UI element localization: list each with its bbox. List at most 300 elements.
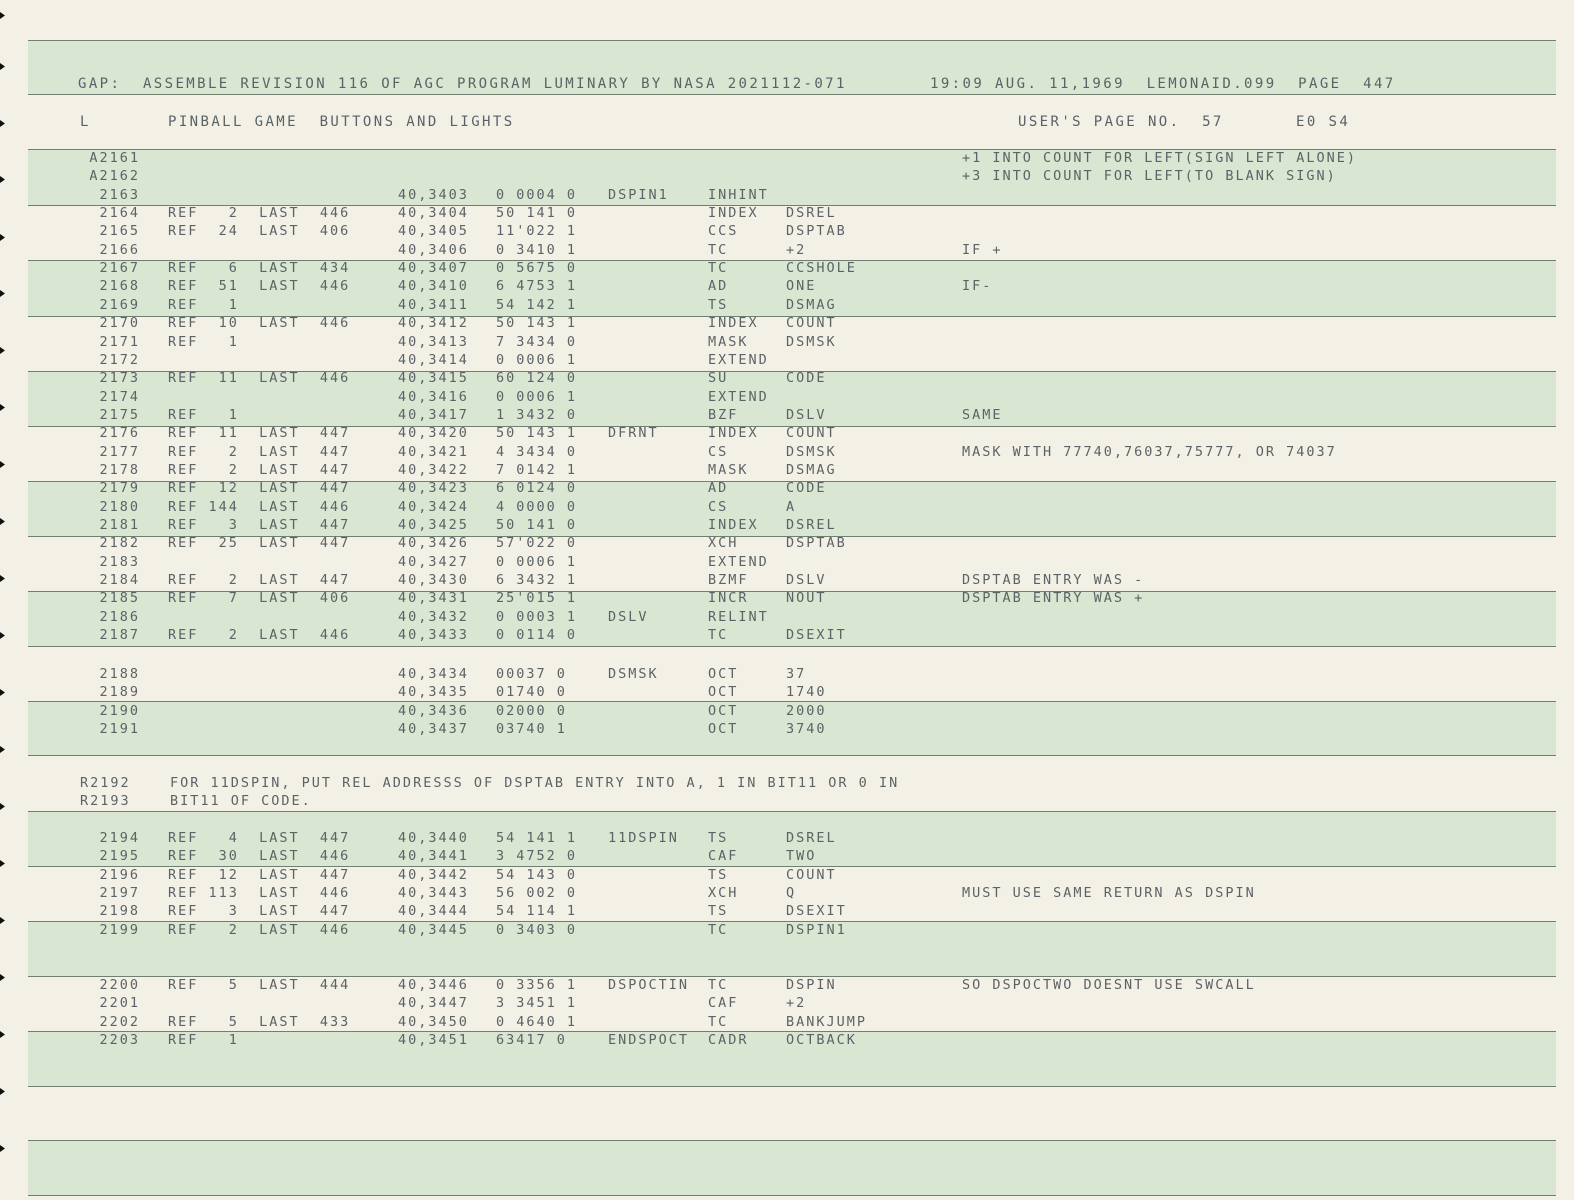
address: 40,3445 (398, 922, 469, 938)
line-number: 2196 (99, 867, 140, 883)
object-code: 7 3434 0 (496, 334, 578, 350)
address: 40,3404 (398, 205, 469, 221)
ref-info: REF 2 LAST 446 (168, 627, 351, 643)
assembly-header: GAP: ASSEMBLE REVISION 116 OF AGC PROGRAM LUMINARY BY NASA 2021112-071 (78, 76, 847, 92)
comment: +3 INTO COUNT FOR LEFT(TO BLANK SIGN) (962, 168, 1337, 184)
remark-text: FOR 11DSPIN, PUT REL ADDRESSS OF DSPTAB ENTRY INTO A, 1 IN BIT11 OR 0 IN (170, 775, 900, 791)
opcode: TS (708, 903, 729, 919)
opcode: EXTEND (708, 352, 769, 368)
address: 40,3432 (398, 609, 469, 625)
operand: DSMSK (786, 444, 837, 460)
line-number: R2192 (80, 775, 131, 791)
object-code: 0 0114 0 (496, 627, 578, 643)
listing-row (0, 922, 1574, 940)
line-number: 2171 (99, 334, 140, 350)
line-number: 2195 (99, 848, 140, 864)
sprocket-hole-mark (0, 12, 5, 19)
rule (28, 94, 1556, 95)
ref-info: REF 11 LAST 447 (168, 425, 351, 441)
opcode: AD (708, 278, 729, 294)
ref-info: REF 1 (168, 297, 239, 313)
opcode: RELINT (708, 609, 769, 625)
opcode: OCT (708, 703, 739, 719)
line-number: 2183 (99, 554, 140, 570)
line-number: 2186 (99, 609, 140, 625)
sprocket-hole-mark (0, 1145, 5, 1152)
listing-row (0, 352, 1574, 370)
opcode: OCT (708, 684, 739, 700)
object-code: 3 3451 1 (496, 995, 578, 1011)
listing-row (0, 977, 1574, 995)
operand: BANKJUMP (786, 1014, 868, 1030)
address: 40,3436 (398, 703, 469, 719)
comment: MUST USE SAME RETURN AS DSPIN (962, 885, 1256, 901)
object-code: 0 0003 1 (496, 609, 578, 625)
line-number: 2164 (99, 205, 140, 221)
listing-row (0, 848, 1574, 866)
address: 40,3414 (398, 352, 469, 368)
address: 40,3450 (398, 1014, 469, 1030)
operand: DSREL (786, 830, 837, 846)
comment: DSPTAB ENTRY WAS + (962, 590, 1145, 606)
object-code: 03740 1 (496, 721, 567, 737)
line-number: 2182 (99, 535, 140, 551)
line-number: 2163 (99, 187, 140, 203)
green-band (28, 1140, 1556, 1195)
rule (28, 811, 1556, 812)
listing-row (0, 444, 1574, 462)
ref-info: REF 5 LAST 433 (168, 1014, 351, 1030)
listing-row (0, 535, 1574, 553)
listing-row (0, 260, 1574, 278)
address: 40,3406 (398, 242, 469, 258)
rule (28, 1086, 1556, 1087)
operand: TWO (786, 848, 817, 864)
address: 40,3446 (398, 977, 469, 993)
object-code: 50 143 1 (496, 315, 578, 331)
line-number: 2191 (99, 721, 140, 737)
opcode: CCS (708, 223, 739, 239)
object-code: 50 143 1 (496, 425, 578, 441)
operand: Q (786, 885, 797, 901)
rule (28, 40, 1556, 41)
address: 40,3435 (398, 684, 469, 700)
symbol-label: 11DSPIN (608, 830, 679, 846)
line-number: 2176 (99, 425, 140, 441)
object-code: 63417 0 (496, 1032, 567, 1048)
object-code: 6 3432 1 (496, 572, 578, 588)
ref-info: REF 1 (168, 407, 239, 423)
line-number: 2190 (99, 703, 140, 719)
line-number: 2179 (99, 480, 140, 496)
listing-row (0, 150, 1574, 168)
address: 40,3424 (398, 499, 469, 515)
object-code: 54 114 1 (496, 903, 578, 919)
rule (28, 1140, 1556, 1141)
listing-row (0, 517, 1574, 535)
opcode: TC (708, 977, 729, 993)
object-code: 0 3403 0 (496, 922, 578, 938)
opcode: INDEX (708, 425, 759, 441)
object-code: 0 0004 0 (496, 187, 578, 203)
object-code: 6 4753 1 (496, 278, 578, 294)
symbol-label: DSPIN1 (608, 187, 669, 203)
ref-info: REF 2 LAST 447 (168, 444, 351, 460)
line-number: 2165 (99, 223, 140, 239)
line-number: 2203 (99, 1032, 140, 1048)
line-number: 2172 (99, 352, 140, 368)
listing-row (0, 389, 1574, 407)
line-number: 2199 (99, 922, 140, 938)
opcode: MASK (708, 462, 749, 478)
object-code: 54 143 0 (496, 867, 578, 883)
operand: DSMAG (786, 462, 837, 478)
listing-row (0, 867, 1574, 885)
listing-row (0, 684, 1574, 702)
opcode: TC (708, 260, 729, 276)
opcode: TC (708, 242, 729, 258)
opcode: TC (708, 627, 729, 643)
object-code: 4 0000 0 (496, 499, 578, 515)
operand: NOUT (786, 590, 827, 606)
remark-row (0, 793, 1574, 811)
line-number: 2177 (99, 444, 140, 460)
assembly-timestamp-page: 19:09 AUG. 11,1969 LEMONAID.099 PAGE 447 (930, 76, 1396, 92)
section-title: PINBALL GAME BUTTONS AND LIGHTS (168, 114, 515, 130)
operand: DSLV (786, 407, 827, 423)
opcode: TS (708, 297, 729, 313)
object-code: 11'022 1 (496, 223, 578, 239)
object-code: 0 5675 0 (496, 260, 578, 276)
address: 40,3417 (398, 407, 469, 423)
line-number: 2169 (99, 297, 140, 313)
opcode: CADR (708, 1032, 749, 1048)
listing-row (0, 609, 1574, 627)
address: 40,3403 (398, 187, 469, 203)
object-code: 54 142 1 (496, 297, 578, 313)
ref-info: REF 6 LAST 434 (168, 260, 351, 276)
address: 40,3411 (398, 297, 469, 313)
ref-info: REF 1 (168, 1032, 239, 1048)
opcode: EXTEND (708, 554, 769, 570)
opcode: INDEX (708, 315, 759, 331)
address: 40,3407 (398, 260, 469, 276)
object-code: 50 141 0 (496, 517, 578, 533)
listing-row (0, 407, 1574, 425)
operand: OCTBACK (786, 1032, 857, 1048)
object-code: 0 0006 1 (496, 352, 578, 368)
object-code: 54 141 1 (496, 830, 578, 846)
ref-info: REF 3 LAST 447 (168, 517, 351, 533)
line-number: 2200 (99, 977, 140, 993)
object-code: 7 0142 1 (496, 462, 578, 478)
listing-row (0, 627, 1574, 645)
opcode: MASK (708, 334, 749, 350)
symbol-label: DSMSK (608, 666, 659, 682)
rule (28, 1195, 1556, 1196)
line-number: 2187 (99, 627, 140, 643)
line-number: 2168 (99, 278, 140, 294)
remark-text: BIT11 OF CODE. (170, 793, 312, 809)
operand: DSPTAB (786, 223, 847, 239)
address: 40,3440 (398, 830, 469, 846)
comment: DSPTAB ENTRY WAS - (962, 572, 1145, 588)
listing-row (0, 187, 1574, 205)
listing-row (0, 223, 1574, 241)
operand: DSLV (786, 572, 827, 588)
symbol-label: DFRNT (608, 425, 659, 441)
opcode: TS (708, 867, 729, 883)
operand: DSPTAB (786, 535, 847, 551)
address: 40,3415 (398, 370, 469, 386)
listing-row (0, 590, 1574, 608)
object-code: 01740 0 (496, 684, 567, 700)
object-code: 00037 0 (496, 666, 567, 682)
line-number: 2202 (99, 1014, 140, 1030)
opcode: AD (708, 480, 729, 496)
comment: SAME (962, 407, 1003, 423)
operand: A (786, 499, 797, 515)
ref-info: REF 30 LAST 446 (168, 848, 351, 864)
opcode: BZF (708, 407, 739, 423)
line-number: R2193 (80, 793, 131, 809)
listing-row (0, 297, 1574, 315)
listing-row (0, 168, 1574, 186)
listing-row (0, 1014, 1574, 1032)
object-code: 0 0006 1 (496, 389, 578, 405)
rule (28, 755, 1556, 756)
address: 40,3441 (398, 848, 469, 864)
object-code: 02000 0 (496, 703, 567, 719)
line-number: 2189 (99, 684, 140, 700)
line-number: 2194 (99, 830, 140, 846)
comment: +1 INTO COUNT FOR LEFT(SIGN LEFT ALONE) (962, 150, 1357, 166)
address: 40,3433 (398, 627, 469, 643)
opcode: OCT (708, 721, 739, 737)
operand: COUNT (786, 425, 837, 441)
address: 40,3423 (398, 480, 469, 496)
address: 40,3442 (398, 867, 469, 883)
operand: DSPIN1 (786, 922, 847, 938)
listing-row (0, 278, 1574, 296)
opcode: EXTEND (708, 389, 769, 405)
address: 40,3437 (398, 721, 469, 737)
listing-row (0, 830, 1574, 848)
object-code: 25'015 1 (496, 590, 578, 606)
object-code: 1 3432 0 (496, 407, 578, 423)
ref-info: REF 4 LAST 447 (168, 830, 351, 846)
address: 40,3447 (398, 995, 469, 1011)
operand: 1740 (786, 684, 827, 700)
operand: +2 (786, 242, 807, 258)
operand: CODE (786, 370, 827, 386)
ref-info: REF 25 LAST 447 (168, 535, 351, 551)
sprocket-hole-mark (0, 120, 5, 127)
object-code: 0 4640 1 (496, 1014, 578, 1030)
line-number: 2201 (99, 995, 140, 1011)
line-number: 2167 (99, 260, 140, 276)
opcode: XCH (708, 885, 739, 901)
object-code: 50 141 0 (496, 205, 578, 221)
eo-indicator: E0 S4 (1296, 114, 1351, 130)
address: 40,3444 (398, 903, 469, 919)
listing-row (0, 666, 1574, 684)
section-marker: L (80, 114, 91, 130)
address: 40,3434 (398, 666, 469, 682)
sprocket-hole-mark (0, 746, 5, 753)
address: 40,3420 (398, 425, 469, 441)
comment: MASK WITH 77740,76037,75777, OR 74037 (962, 444, 1337, 460)
comment: SO DSPOCTWO DOESNT USE SWCALL (962, 977, 1256, 993)
operand: 2000 (786, 703, 827, 719)
sprocket-hole-mark (0, 1088, 5, 1095)
operand: CODE (786, 480, 827, 496)
ref-info: REF 7 LAST 406 (168, 590, 351, 606)
listing-row (0, 885, 1574, 903)
object-code: 6 0124 0 (496, 480, 578, 496)
address: 40,3425 (398, 517, 469, 533)
operand: DSPIN (786, 977, 837, 993)
listing-row (0, 480, 1574, 498)
line-number: 2173 (99, 370, 140, 386)
ref-info: REF 144 LAST 446 (168, 499, 351, 515)
address: 40,3443 (398, 885, 469, 901)
opcode: INDEX (708, 517, 759, 533)
line-number: 2188 (99, 666, 140, 682)
listing-row (0, 334, 1574, 352)
line-number: A2161 (89, 150, 140, 166)
address: 40,3405 (398, 223, 469, 239)
listing-row (0, 554, 1574, 572)
opcode: CAF (708, 848, 739, 864)
opcode: OCT (708, 666, 739, 682)
operand: COUNT (786, 867, 837, 883)
object-code: 56 002 0 (496, 885, 578, 901)
address: 40,3413 (398, 334, 469, 350)
opcode: TC (708, 922, 729, 938)
object-code: 60 124 0 (496, 370, 578, 386)
listing-row (0, 903, 1574, 921)
address: 40,3430 (398, 572, 469, 588)
opcode: INCR (708, 590, 749, 606)
symbol-label: ENDSPOCT (608, 1032, 690, 1048)
line-number: 2166 (99, 242, 140, 258)
object-code: 0 3356 1 (496, 977, 578, 993)
ref-info: REF 1 (168, 334, 239, 350)
line-number: 2185 (99, 590, 140, 606)
line-number: 2180 (99, 499, 140, 515)
listing-row (0, 995, 1574, 1013)
ref-info: REF 5 LAST 444 (168, 977, 351, 993)
line-number: 2181 (99, 517, 140, 533)
line-number: 2197 (99, 885, 140, 901)
ref-info: REF 11 LAST 446 (168, 370, 351, 386)
opcode: SU (708, 370, 729, 386)
ref-info: REF 12 LAST 447 (168, 480, 351, 496)
opcode: CS (708, 444, 729, 460)
address: 40,3416 (398, 389, 469, 405)
opcode: TC (708, 1014, 729, 1030)
listing-row (0, 1032, 1574, 1050)
operand: DSEXIT (786, 627, 847, 643)
line-number: 2184 (99, 572, 140, 588)
comment: IF- (962, 278, 993, 294)
listing-row (0, 572, 1574, 590)
address: 40,3422 (398, 462, 469, 478)
symbol-label: DSPOCTIN (608, 977, 690, 993)
address: 40,3451 (398, 1032, 469, 1048)
ref-info: REF 3 LAST 447 (168, 903, 351, 919)
opcode: CS (708, 499, 729, 515)
listing-row (0, 462, 1574, 480)
ref-info: REF 2 LAST 446 (168, 205, 351, 221)
object-code: 3 4752 0 (496, 848, 578, 864)
opcode: INDEX (708, 205, 759, 221)
address: 40,3426 (398, 535, 469, 551)
users-page-number: USER'S PAGE NO. 57 (1018, 114, 1224, 130)
ref-info: REF 2 LAST 447 (168, 572, 351, 588)
operand: ONE (786, 278, 817, 294)
operand: 3740 (786, 721, 827, 737)
listing-row (0, 721, 1574, 739)
ref-info: REF 51 LAST 446 (168, 278, 351, 294)
object-code: 0 0006 1 (496, 554, 578, 570)
ref-info: REF 2 LAST 447 (168, 462, 351, 478)
rule (28, 646, 1556, 647)
opcode: XCH (708, 535, 739, 551)
ref-info: REF 2 LAST 446 (168, 922, 351, 938)
sprocket-hole-mark (0, 63, 5, 70)
listing-row (0, 425, 1574, 443)
operand: CCSHOLE (786, 260, 857, 276)
listing-row (0, 703, 1574, 721)
opcode: CAF (708, 995, 739, 1011)
address: 40,3421 (398, 444, 469, 460)
listing-row (0, 205, 1574, 223)
opcode: TS (708, 830, 729, 846)
operand: 37 (786, 666, 807, 682)
listing-row (0, 499, 1574, 517)
symbol-label: DSLV (608, 609, 649, 625)
ref-info: REF 113 LAST 446 (168, 885, 351, 901)
line-number: A2162 (89, 168, 140, 184)
line-number: 2170 (99, 315, 140, 331)
line-number: 2174 (99, 389, 140, 405)
operand: DSMSK (786, 334, 837, 350)
address: 40,3431 (398, 590, 469, 606)
operand: DSEXIT (786, 903, 847, 919)
address: 40,3412 (398, 315, 469, 331)
operand: DSREL (786, 205, 837, 221)
object-code: 4 3434 0 (496, 444, 578, 460)
line-number: 2198 (99, 903, 140, 919)
operand: +2 (786, 995, 807, 1011)
address: 40,3410 (398, 278, 469, 294)
ref-info: REF 12 LAST 447 (168, 867, 351, 883)
listing-row (0, 370, 1574, 388)
address: 40,3427 (398, 554, 469, 570)
ref-info: REF 10 LAST 446 (168, 315, 351, 331)
opcode: INHINT (708, 187, 769, 203)
opcode: BZMF (708, 572, 749, 588)
remark-row (0, 775, 1574, 793)
object-code: 57'022 0 (496, 535, 578, 551)
listing-row (0, 315, 1574, 333)
object-code: 0 3410 1 (496, 242, 578, 258)
line-number: 2175 (99, 407, 140, 423)
operand: COUNT (786, 315, 837, 331)
comment: IF + (962, 242, 1003, 258)
